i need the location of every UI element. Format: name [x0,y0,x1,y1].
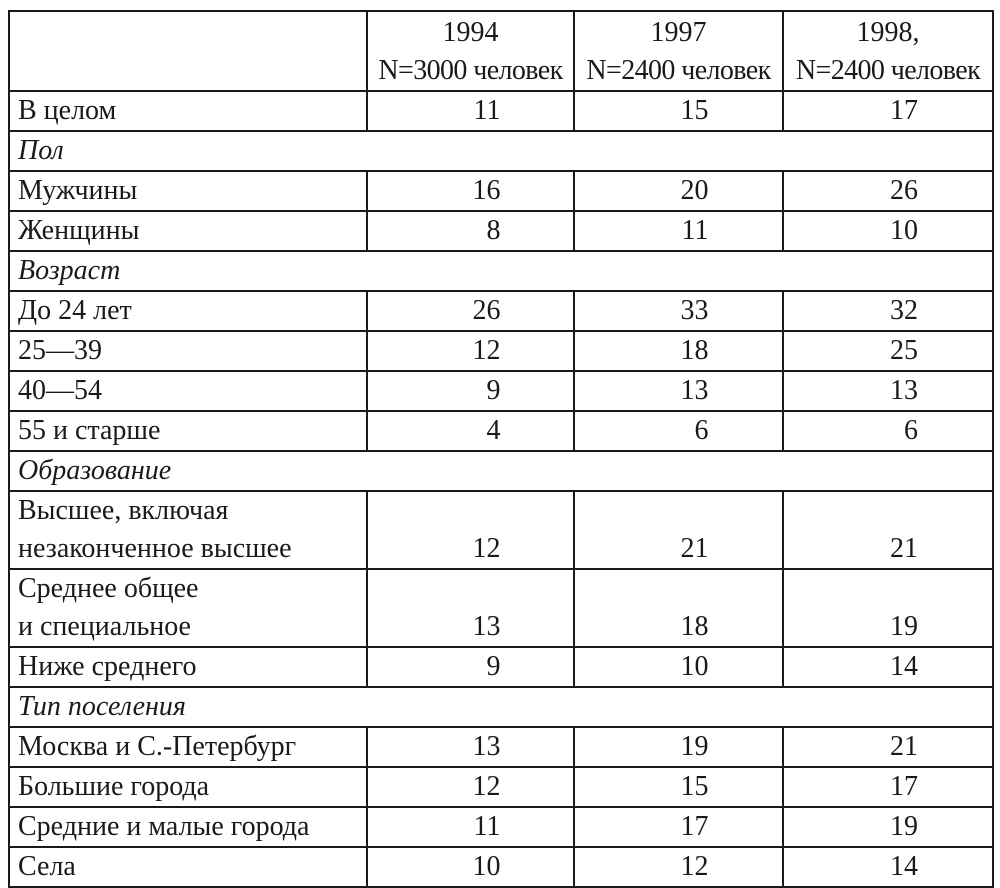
section-row [9,131,993,171]
header-sample-size: N=2400 человек [586,55,771,86]
survey-table [8,10,994,888]
value-cell-1998 [783,91,993,131]
value-cell-1994 [367,807,574,847]
value-cell-1994 [367,847,574,887]
row-label-line: и специальное [18,611,191,642]
header-corner-cell [9,11,367,91]
header-cell-1994 [367,11,574,91]
value-cell-1994 [367,491,574,569]
section-row [9,687,993,727]
row-label [9,291,367,331]
value-cell-1997 [574,491,783,569]
row-label-line: Села [18,851,76,882]
header-year: 1994 [442,17,499,48]
value-text: 12 [680,851,709,882]
value-cell-1994 [367,331,574,371]
row-label-line: Среднее общее [18,573,199,604]
section-row [9,451,993,491]
value-cell-1998 [783,847,993,887]
value-text: 14 [890,851,918,882]
value-cell-1997 [574,171,783,211]
section-title-text: Возраст [18,255,121,286]
value-cell-1998 [783,371,993,411]
value-cell-1998 [783,727,993,767]
value-cell-1994 [367,291,574,331]
value-cell-1994 [367,569,574,647]
header-sample-size: N=3000 человек [378,55,563,86]
table-row [9,171,993,211]
value-cell-1997 [574,807,783,847]
value-cell-1994 [367,211,574,251]
header-row [9,11,993,91]
table-row [9,647,993,687]
value-text: 4 [486,415,501,446]
section-title [9,131,993,171]
value-cell-1997 [574,727,783,767]
value-text: 18 [680,611,709,642]
value-text: 16 [472,175,501,206]
value-text: 12 [472,533,501,564]
value-text: 21 [890,731,918,762]
value-cell-1997 [574,331,783,371]
value-text: 13 [472,731,501,762]
row-label [9,91,367,131]
header-sample-size: N=2400 человек [795,55,981,86]
value-cell-1998 [783,171,993,211]
value-cell-1997 [574,411,783,451]
row-label [9,847,367,887]
value-text: 13 [680,375,709,406]
value-text: 15 [680,95,709,126]
section-title [9,251,993,291]
value-text: 21 [890,533,918,564]
value-cell-1994 [367,171,574,211]
table-row [9,331,993,371]
table-row [9,411,993,451]
value-text: 9 [486,651,501,682]
table-row [9,371,993,411]
table-row [9,807,993,847]
value-text: 15 [680,771,709,802]
table-row [9,847,993,887]
header-cell-1997 [574,11,783,91]
value-cell-1994 [367,647,574,687]
row-label [9,491,367,569]
header-cell-1998 [783,11,993,91]
value-cell-1994 [367,411,574,451]
table-row [9,211,993,251]
value-text: 12 [472,335,501,366]
table-row [9,91,993,131]
row-label-line: Высшее, включая [18,495,229,526]
row-label [9,647,367,687]
value-cell-1998 [783,767,993,807]
value-cell-1994 [367,727,574,767]
value-cell-1998 [783,331,993,371]
row-label [9,371,367,411]
row-label-line: 40—54 [18,375,102,406]
row-label [9,211,367,251]
value-cell-1998 [783,569,993,647]
value-cell-1997 [574,371,783,411]
section-title-text: Пол [18,135,64,166]
value-cell-1994 [367,371,574,411]
value-text: 19 [890,811,918,842]
row-label-line: До 24 лет [18,295,132,326]
value-text: 25 [890,335,918,366]
value-text: 19 [680,731,709,762]
row-label-line: Женщины [18,215,140,246]
value-cell-1994 [367,767,574,807]
value-text: 6 [694,415,709,446]
value-text: 11 [473,95,501,126]
value-text: 19 [890,611,918,642]
row-label-line: В целом [18,95,117,126]
value-cell-1997 [574,847,783,887]
row-label [9,331,367,371]
value-text: 10 [472,851,501,882]
header-year: 1997 [650,17,707,48]
row-label [9,807,367,847]
value-text: 6 [904,415,918,446]
value-cell-1998 [783,807,993,847]
row-label-line: Средние и малые города [18,811,310,842]
row-label-line: Москва и С.-Петербург [18,731,297,762]
value-text: 21 [680,533,709,564]
value-text: 10 [890,215,918,246]
table-row [9,291,993,331]
value-cell-1994 [367,91,574,131]
value-cell-1998 [783,411,993,451]
value-cell-1997 [574,647,783,687]
value-text: 11 [681,215,709,246]
table-row [9,727,993,767]
section-title-text: Тип поселения [18,691,186,722]
value-text: 26 [890,175,918,206]
value-text: 33 [680,295,709,326]
row-label-line: незаконченное высшее [18,533,292,564]
value-text: 20 [680,175,709,206]
section-row [9,251,993,291]
value-text: 18 [680,335,709,366]
row-label-line: Ниже среднего [18,651,197,682]
section-title [9,451,993,491]
value-text: 13 [890,375,918,406]
row-label [9,171,367,211]
value-text: 12 [472,771,501,802]
value-text: 9 [486,375,501,406]
value-cell-1997 [574,767,783,807]
value-cell-1998 [783,647,993,687]
row-label-line: Мужчины [18,175,138,206]
value-text: 8 [486,215,501,246]
value-text: 32 [890,295,918,326]
table-row [9,767,993,807]
value-cell-1998 [783,491,993,569]
row-label-line: Большие города [18,771,210,802]
value-text: 26 [472,295,501,326]
row-label-line: 25—39 [18,335,102,366]
value-text: 13 [472,611,501,642]
value-cell-1997 [574,291,783,331]
value-text: 14 [890,651,918,682]
value-cell-1997 [574,569,783,647]
table-row [9,569,993,647]
section-title-text: Образование [18,455,172,486]
row-label [9,569,367,647]
row-label [9,767,367,807]
value-cell-1998 [783,211,993,251]
table-row [9,491,993,569]
value-text: 17 [890,771,918,802]
row-label [9,727,367,767]
value-cell-1998 [783,291,993,331]
value-text: 17 [890,95,918,126]
value-cell-1997 [574,91,783,131]
section-title [9,687,993,727]
header-year: 1998, [856,17,920,48]
value-text: 10 [680,651,709,682]
value-text: 17 [680,811,709,842]
row-label [9,411,367,451]
value-text: 11 [473,811,501,842]
value-cell-1997 [574,211,783,251]
row-label-line: 55 и старше [18,415,161,446]
